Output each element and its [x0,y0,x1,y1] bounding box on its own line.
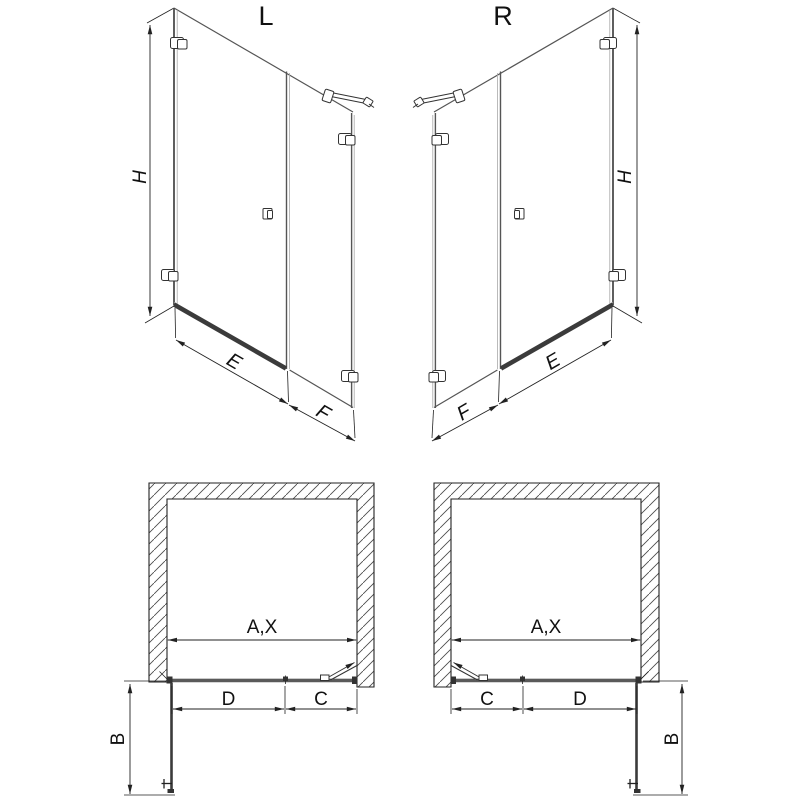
panel-connector [520,677,525,682]
iso-view-left [130,1,374,441]
iso-view-right [413,1,642,441]
dim-label-panel-right: E [541,348,565,375]
variant-label-left: L [258,1,274,31]
plan-view-right [434,483,688,795]
wall-section [149,483,374,687]
dim-label-overall-width-right: A,X [530,617,562,638]
dim-label-entry-width-right: D [573,689,587,710]
dim-label-panel-left: E [222,348,246,375]
support-arm-plan [321,663,358,681]
panel-connector [283,677,288,682]
dim-label-fixed-width-right: C [480,689,494,710]
door-foot [634,789,641,793]
dim-label-door-right: F [453,400,475,426]
dim-label-door-left: F [312,400,334,426]
dim-label-height-left: H [130,170,151,184]
variant-label-right: R [493,1,513,31]
dim-label-height-right: H [615,170,636,184]
dim-label-door-projection-left: B [108,732,129,746]
iso-geometry-right [413,8,642,441]
dim-label-entry-width-left: D [221,689,236,710]
dim-label-fixed-width-left: C [314,689,328,710]
iso-geometry-left [145,8,374,441]
wall-profile [451,677,457,685]
wall-profile [352,677,358,685]
wall-section [434,483,659,687]
door-hinge [636,677,642,684]
support-arm-plan [451,663,488,681]
dim-label-door-projection-right: B [662,732,683,746]
door-hinge [167,677,173,684]
plan-view-left [108,483,374,795]
dim-label-overall-width-left: A,X [246,617,278,638]
door-foot [168,789,175,793]
